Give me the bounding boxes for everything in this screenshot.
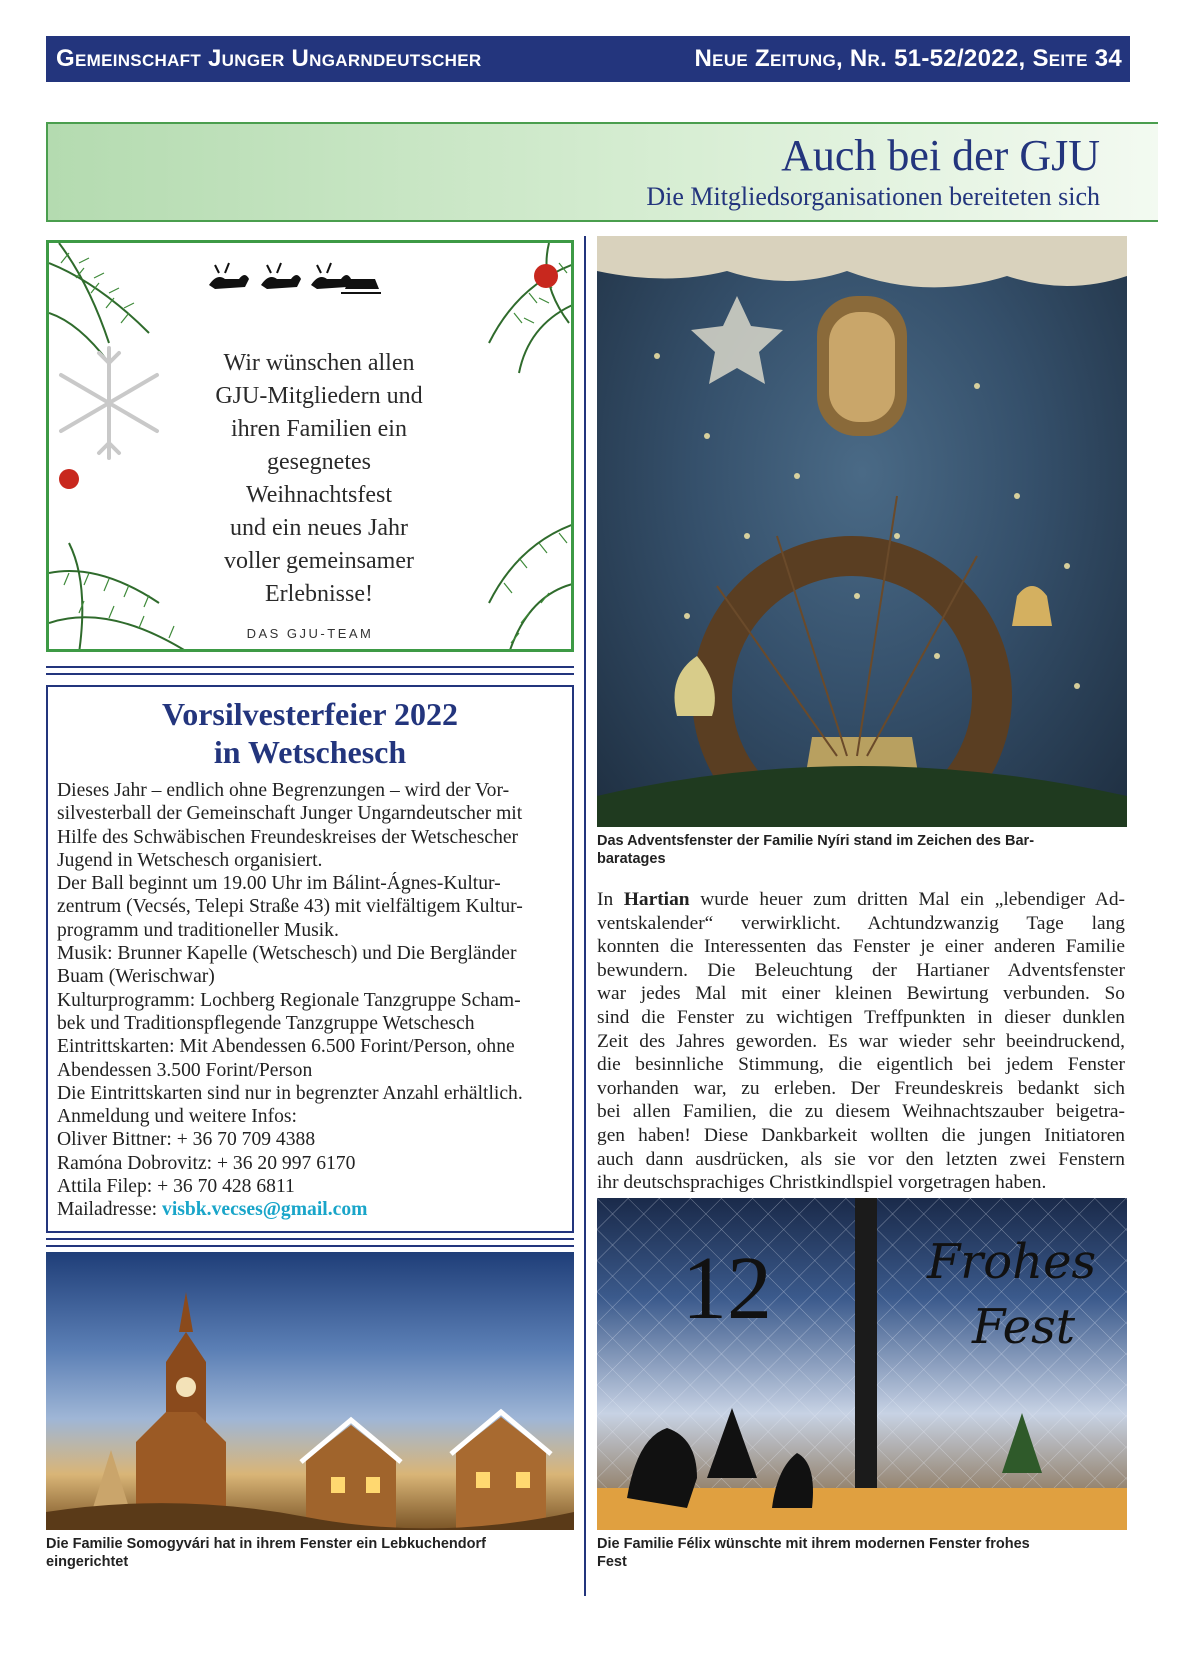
caption-line: Fest bbox=[597, 1554, 627, 1570]
caption-line: eingerichtet bbox=[46, 1554, 129, 1570]
article-line: bei allen Familien, die zu diesem Weihnachtszauber beigetra- bbox=[597, 1101, 1125, 1123]
greeting-line: Wir wünschen allen bbox=[223, 350, 415, 376]
mail-label: Mailadresse: bbox=[57, 1199, 163, 1221]
article-lead: In bbox=[597, 889, 624, 910]
article-line: auch dann ausdrücken, als sie vor den letzten zwei Fenstern bbox=[597, 1148, 1125, 1170]
article-line: Zeit des Jahres geworden. Es war wieder sehr beeindruckend, bbox=[597, 1030, 1125, 1052]
caption-line: baratages bbox=[597, 851, 666, 867]
modern-window-photo bbox=[597, 1198, 1127, 1530]
article-line bbox=[597, 888, 1125, 912]
article-line-rest: wurde heuer zum dritten Mal ein „lebendiger Ad- bbox=[689, 889, 1125, 910]
advent-window-drawing bbox=[597, 236, 1127, 827]
contact-phone: Oliver Bittner: + 36 70 709 4388 bbox=[57, 1129, 316, 1151]
header-issue-info: Neue Zeitung, Nr. 51-52/2022, Seite 34 bbox=[694, 45, 1122, 72]
event-line: Buam (Werischwar) bbox=[57, 966, 215, 988]
double-rule bbox=[46, 1238, 574, 1247]
event-line: Musik: Brunner Kapelle (Wetschesch) und Die Bergländer bbox=[57, 943, 517, 965]
event-line: Abendessen 3.500 Forint/Person bbox=[57, 1059, 313, 1081]
section-subtitle: Die Mitgliedsorganisationen bereiteten sich bbox=[646, 182, 1100, 211]
event-line: Eintrittskarten: Mit Abendessen 6.500 Forint/Person, ohne bbox=[57, 1036, 515, 1058]
article-line: die besinnliche Stimmung, die eigentlich bei jedem Fenster bbox=[597, 1054, 1125, 1076]
contact-phone: Attila Filep: + 36 70 428 6811 bbox=[57, 1176, 295, 1198]
greeting-line: voller gemeinsamer bbox=[224, 548, 414, 574]
greeting-line: gesegnetes bbox=[267, 449, 371, 475]
event-title-line: Vorsilvesterfeier 2022 bbox=[162, 696, 458, 732]
event-line: Der Ball beginnt um 19.00 Uhr im Bálint-Ágnes-Kultur- bbox=[57, 873, 501, 895]
event-line: Kulturprogramm: Lochberg Regionale Tanzgruppe Scham- bbox=[57, 989, 521, 1011]
article-hartian bbox=[597, 888, 1125, 1195]
caption-line: Die Familie Félix wünschte mit ihrem modernen Fenster frohes bbox=[597, 1536, 1030, 1552]
caption-modern-window bbox=[597, 1535, 1127, 1571]
contact-phone: Ramóna Dobrovitz: + 36 20 997 6170 bbox=[57, 1152, 356, 1174]
header-section-name: Gemeinschaft Junger Ungarndeutscher bbox=[56, 45, 482, 72]
article-line: bewundern. Die Beleuchtung der Hartianer Adventsfenster bbox=[597, 959, 1125, 981]
event-title-line: in Wetschesch bbox=[213, 734, 407, 770]
greeting-line: Weihnachtsfest bbox=[245, 482, 392, 508]
caption-gingerbread bbox=[46, 1535, 586, 1571]
greeting-card bbox=[46, 240, 574, 652]
event-line: Hilfe des Schwäbischen Freundeskreises der Wetschescher bbox=[57, 826, 519, 848]
greeting-line: Erlebnisse! bbox=[265, 581, 373, 607]
caption-advent-window bbox=[597, 832, 1127, 868]
greeting-signature: DAS GJU-TEAM bbox=[246, 626, 374, 641]
caption-line: Die Familie Somogyvári hat in ihrem Fenster ein Lebkuchendorf bbox=[46, 1536, 486, 1552]
advent-window-photo bbox=[597, 236, 1127, 827]
event-box bbox=[46, 685, 574, 1233]
section-banner bbox=[46, 122, 1158, 222]
mail-link[interactable]: visbk.vecses@gmail.com bbox=[162, 1199, 368, 1221]
gingerbread-village-photo bbox=[46, 1252, 574, 1530]
greeting-line: und ein neues Jahr bbox=[230, 515, 408, 541]
window-frohes: Frohes bbox=[927, 1234, 1097, 1290]
event-line: programm und traditioneller Musik. bbox=[57, 919, 339, 941]
column-divider bbox=[584, 236, 586, 1596]
event-line: bek und Traditionspflegende Tanzgruppe Wetschesch bbox=[57, 1012, 475, 1034]
article-line: vorhanden war, zu erleben. Der Freundeskreis bedankt sich bbox=[597, 1077, 1125, 1099]
gingerbread-houses-drawing bbox=[46, 1252, 574, 1530]
event-title bbox=[48, 695, 572, 771]
page-header bbox=[46, 36, 1130, 82]
contact-mail bbox=[57, 1198, 564, 1221]
event-body bbox=[57, 779, 564, 1222]
article-line: ventskalender“ verwirklicht. Achtundzwanzig Tage lang bbox=[597, 912, 1125, 934]
section-title: Auch bei der GJU bbox=[781, 131, 1100, 180]
modern-window-drawing bbox=[597, 1198, 1127, 1530]
event-line: Die Eintrittskarten sind nur in begrenzter Anzahl erhältlich. bbox=[57, 1082, 523, 1104]
caption-line: Das Adventsfenster der Familie Nyíri stand im Zeichen des Bar- bbox=[597, 833, 1035, 849]
window-fest: Fest bbox=[972, 1299, 1076, 1355]
article-line: sind die Fenster zu wichtigen Treffpunkten in dieser dunklen bbox=[597, 1006, 1125, 1028]
event-line: Dieses Jahr – endlich ohne Begrenzungen – wird der Vor- bbox=[57, 780, 510, 801]
event-line: Anmeldung und weitere Infos: bbox=[57, 1106, 297, 1128]
article-line: ihr deutschsprachiges Christkindlspiel vorgetragen haben. bbox=[597, 1172, 1047, 1194]
event-line: Jugend in Wetschesch organisiert. bbox=[57, 849, 323, 871]
window-number: 12 bbox=[682, 1239, 772, 1338]
article-line: war jedes Mal mit einer kleinen Bewirtung verbunden. So bbox=[597, 983, 1125, 1005]
article-line: konnten die Interessenten das Fenster je einer anderen Familie bbox=[597, 936, 1125, 958]
article-line: gen haben! Diese Dankbarkeit wollten die jungen Initiatoren bbox=[597, 1124, 1125, 1146]
sleigh-icon bbox=[209, 263, 381, 293]
greeting-line: GJU-Mitgliedern und bbox=[215, 383, 423, 409]
greeting-message bbox=[169, 347, 469, 611]
article-place: Hartian bbox=[623, 889, 690, 910]
greeting-line: ihren Familien ein bbox=[231, 416, 407, 442]
double-rule bbox=[46, 666, 574, 675]
event-line: zentrum (Vecsés, Telepi Straße 43) mit vielfältigem Kultur- bbox=[57, 896, 523, 918]
event-line: silvesterball der Gemeinschaft Junger Ungarndeutscher mit bbox=[57, 803, 523, 825]
